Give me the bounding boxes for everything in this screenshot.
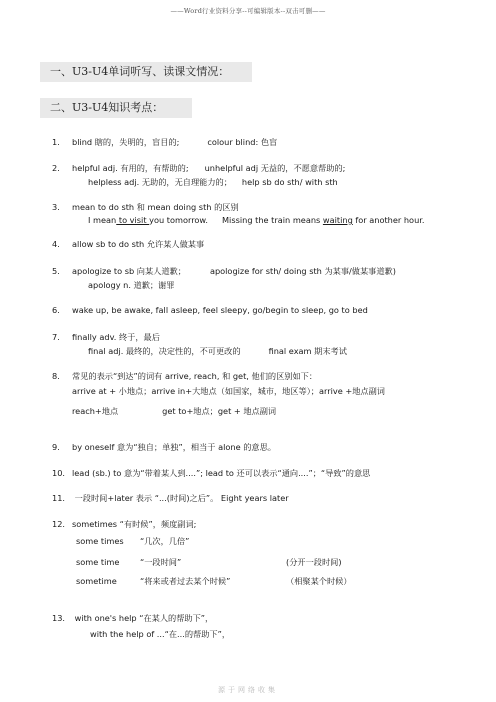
word-col: some times (76, 536, 124, 546)
item-8 (52, 370, 317, 382)
item-12-row-2 (76, 556, 342, 568)
note-col: (分开一段时间) (286, 557, 342, 567)
item-7-sub (88, 345, 347, 357)
item-subtext-b: get to+地点；get + 地点副词 (162, 406, 277, 416)
item-subtext: apology n. 道歉；谢罪 (88, 280, 175, 290)
meaning-col: “一段时间” (140, 557, 182, 567)
item-number: 8. (52, 371, 60, 381)
item-text: blind 瞎的，失明的，盲目的; (72, 137, 180, 147)
item-text: apologize to sb 向某人道歉； (72, 266, 186, 276)
item-text-b: apologize for sth/ doing sth 为某事/做某事道歉) (209, 266, 396, 276)
item-subtext: reach+地点 (72, 406, 119, 416)
section-heading-2: 二、U3-U4知识考点： (40, 98, 192, 118)
item-number: 11. (52, 493, 66, 503)
item-7 (52, 331, 160, 343)
example-text: you tomorrow. (149, 215, 208, 225)
item-text: allow sb to do sth 允许某人做某事 (72, 239, 205, 249)
item-3 (52, 201, 239, 213)
item-13-sub (90, 628, 230, 640)
item-text-b: colour blind: 色盲 (207, 137, 278, 147)
item-5-sub (88, 279, 175, 291)
item-5 (52, 265, 396, 277)
item-number: 7. (52, 332, 60, 342)
example-text: Missing the train means (221, 215, 323, 225)
page-header: ——Word行业资料分享--可编辑版本--双击可删—— (170, 7, 326, 15)
item-text: lead (sb.) to 意为“带着某人到....”; lead to 还可以表示“通向....”；“导致”的意思 (72, 468, 371, 478)
item-subtext-b: final exam 期末考试 (268, 346, 347, 356)
item-4 (52, 238, 204, 250)
item-text: finally adv. 终于，最后 (72, 332, 160, 342)
item-9 (52, 441, 276, 453)
word-col: some time (76, 557, 120, 567)
item-subtext: arrive at + 小地点；arrive in+大地点（如国家，城市，地区等）；arrive +地点副词 (72, 386, 385, 396)
item-number: 2. (52, 163, 60, 173)
item-12 (52, 518, 196, 530)
item-8-sub2 (72, 405, 276, 417)
item-number: 3. (52, 202, 60, 212)
meaning-col: “将来或者过去某个时候” (140, 576, 231, 586)
word-col: sometime (76, 576, 117, 586)
example-text: I mean (88, 215, 117, 225)
item-number: 1. (52, 137, 60, 147)
item-number: 9. (52, 442, 60, 452)
item-text: by oneself 意为“独自；单独”，相当于 alone 的意思。 (72, 442, 276, 452)
underlined-text: to visit (116, 215, 150, 225)
item-12-row-1 (76, 535, 189, 547)
example-text: for another hour. (352, 215, 425, 225)
item-subtext-b: help sb do sth/ with sth (241, 177, 338, 187)
item-number: 10. (52, 468, 66, 478)
item-2-sub (88, 176, 338, 188)
item-subtext: helpless adj. 无助的，无自理能力的； (88, 177, 232, 187)
section-heading-1: 一、U3-U4单词听写、读课文情况： (40, 62, 252, 82)
item-text: wake up, be awake, fall asleep, feel sleepy, go/begin to sleep, go to bed (72, 305, 368, 315)
item-text: sometimes “有时候”，频度副词; (72, 519, 197, 529)
item-number: 13. (52, 613, 66, 623)
item-number: 12. (52, 519, 66, 529)
item-12-row-3 (76, 575, 352, 587)
item-11 (52, 492, 289, 504)
item-6 (52, 304, 368, 316)
item-text: with one's help “在某人的帮助下”， (72, 613, 214, 623)
page-footer: 源于网络收集 (218, 686, 278, 694)
item-text: mean to do sth 和 mean doing sth 的区别 (72, 202, 239, 212)
item-3-sub (88, 214, 424, 226)
item-1 (52, 136, 277, 148)
item-number: 5. (52, 266, 60, 276)
item-text-b: unhelpful adj 无益的，不愿意帮助的; (204, 163, 346, 173)
meaning-col: “几次，几倍” (140, 536, 190, 546)
item-subtext: with the help of ...“在...的帮助下”， (90, 629, 231, 639)
underlined-text: waiting (322, 215, 353, 225)
item-13 (52, 612, 213, 624)
item-number: 6. (52, 305, 60, 315)
item-10 (52, 467, 370, 479)
item-8-sub (72, 385, 385, 397)
item-text: 一段时间+later 表示 “...(时间)之后”。 Eight years later (72, 493, 289, 503)
item-subtext: final adj. 最终的，决定性的，不可更改的 (88, 346, 241, 356)
item-text: helpful adj. 有用的，有帮助的; (72, 163, 189, 173)
item-number: 4. (52, 239, 60, 249)
item-text: 常见的表示“到达”的词有 arrive, reach, 和 get, 他们的区别如下： (72, 371, 318, 381)
item-2 (52, 162, 345, 174)
note-col: （相聚某个时候） (286, 576, 352, 586)
